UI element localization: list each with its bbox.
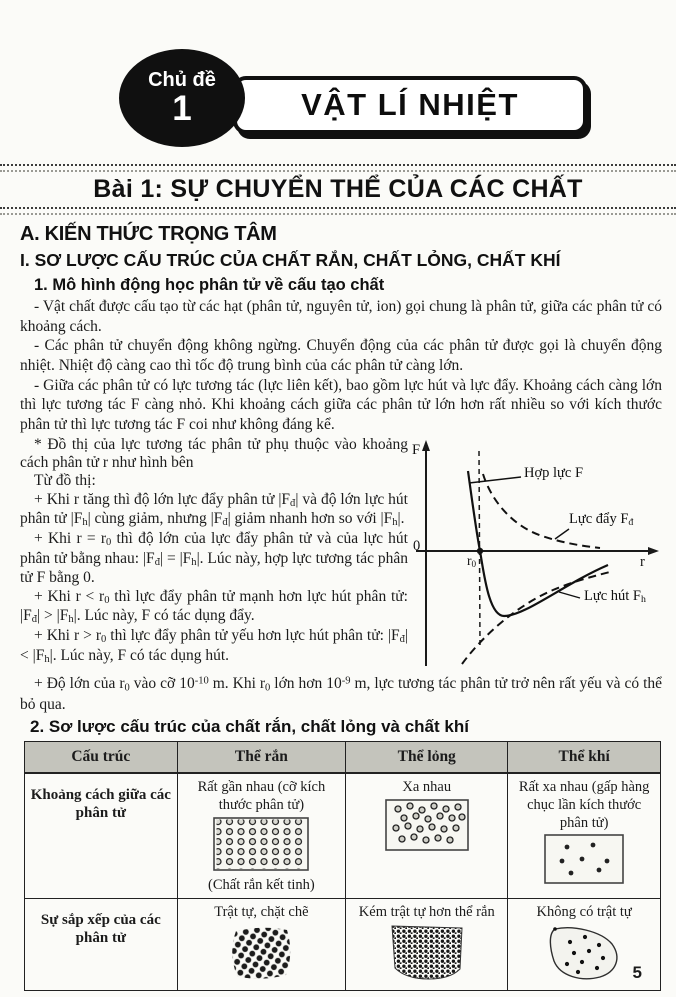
- y-axis-arrow-icon: [422, 440, 430, 451]
- cell-solid-arrangement-text: Trật tự, chặt chẽ: [214, 903, 309, 920]
- column-header-liquid: Thể lỏng: [346, 742, 508, 774]
- section-a-heading: A. KIẾN THỨC TRỌNG TÂM: [20, 223, 277, 245]
- table-header-row: [25, 742, 661, 774]
- cell-liquid-distance: [346, 773, 508, 898]
- solid-lattice-diagram: [181, 817, 343, 877]
- attractive-force-curve: [462, 572, 610, 664]
- column-header-solid: Thể rắn: [177, 742, 346, 774]
- paragraph-interaction-forces: - Giữa các phân tử có lực tương tác (lực liên kết), bao gồm lực hút và lực đẩy. Khoảng cách càng lớn thì lực tương tác F càng nhỏ. Khi khoảng cách giữa các phân tử lớn hơn rất nhiều so với kích thước phân tử thì lực tương tác F coi như không đáng kể.: [20, 376, 662, 434]
- lesson-title-block: [0, 164, 676, 215]
- cell-solid-distance-text: Rất gần nhau (cỡ kích thước phân tử): [197, 779, 326, 813]
- paragraph-molecules: - Vật chất được cấu tạo từ các hạt (phân tử, nguyên tử, ion) gọi chung là phân tử, giữa các phân tử có khoảng cách.: [20, 298, 662, 335]
- subsection-1-heading: 1. Mô hình động học phân tử về cấu tạo chất: [34, 276, 385, 294]
- paragraph-thermal-motion: - Các phân tử chuyển động không ngừng. Chuyển động của các phân tử được gọi là chuyển động nhiệt. Nhiệt độ càng cao thì tốc độ trung bình của các phân tử càng lớn.: [20, 337, 662, 375]
- cell-gas-distance: [508, 773, 661, 898]
- paragraph-graph-intro: * Đồ thị của lực tương tác phân tử phụ thuộc vào khoảng cách phân tử r như hình bên: [20, 435, 408, 471]
- y-axis-label: F: [412, 441, 421, 458]
- section-i-heading: I. SƠ LƯỢC CẤU TRÚC CỦA CHẤT RẮN, CHẤT LỎNG, CHẤT KHÍ: [20, 250, 561, 270]
- cell-gas-distance-text: Rất xa nhau (gấp hàng chục lần kích thước phân tử): [518, 779, 650, 831]
- r0-label: $r_0$: [467, 552, 477, 569]
- chapter-badge-number: 1: [172, 89, 192, 128]
- dotted-divider-bottom: [0, 207, 676, 215]
- net-force-leader-line: [469, 477, 521, 483]
- cell-solid-arrangement: [177, 898, 346, 990]
- x-axis-arrow-icon: [648, 547, 659, 555]
- structure-comparison-table: [24, 741, 661, 991]
- liquid-packing-diagram: [349, 924, 504, 988]
- column-header-gas: Thể khí: [508, 742, 661, 774]
- graph-text-row: [0, 436, 676, 674]
- row-label-distance: Khoảng cách giữa các phân tử: [25, 773, 178, 898]
- origin-label: 0: [413, 537, 421, 554]
- paragraph-case-r-less: + Khi $r < r_0$ thì lực đẩy phân tử mạnh hơn lực hút phân tử: $|F_đ| > |F_h|$. Lúc này, F có tác dụng đẩy.: [20, 587, 408, 626]
- liquid-molecules-diagram: [349, 799, 504, 857]
- net-force-curve-label: Hợp lực F: [524, 464, 584, 481]
- cell-gas-arrangement-text: Không có trật tự: [536, 903, 632, 920]
- table-row-distance: [25, 773, 661, 898]
- subsection-2-heading: 2. Sơ lược cấu trúc của chất rắn, chất lỏng và chất khí: [30, 717, 469, 737]
- solid-packing-diagram: [181, 924, 343, 988]
- paragraph-case-r-increase: + Khi r tăng thì độ lớn lực đẩy phân tử $|F_đ|$ và độ lớn lực hút phân tử $|F_h|$ cùng giảm, nhưng $|F_đ|$ giảm nhanh hơn so với $|F_h|$.: [20, 490, 408, 529]
- chapter-title: VẬT LÍ NHIỆT: [301, 87, 519, 122]
- solid-lattice-caption: (Chất rắn kết tinh): [208, 877, 315, 894]
- table-row-arrangement: [25, 898, 661, 990]
- repulsive-leader-line: [555, 529, 569, 539]
- force-distance-graph: [412, 438, 672, 674]
- x-axis-label: r: [640, 553, 645, 570]
- chapter-header: [0, 0, 676, 152]
- attractive-force-curve-label: Lực hút $F_h$: [584, 587, 646, 605]
- repulsive-force-curve-label: Lực đẩy $F_đ$: [569, 510, 634, 528]
- cell-liquid-arrangement-text: Kém trật tự hơn thể rắn: [358, 903, 495, 920]
- gas-molecules-diagram: [511, 834, 657, 890]
- paragraph-from-graph: Từ đồ thị:: [34, 472, 96, 490]
- lesson-title: Bài 1: SỰ CHUYỂN THỂ CỦA CÁC CHẤT: [93, 175, 583, 203]
- cell-solid-distance: [177, 773, 346, 898]
- row-label-arrangement: Sự sắp xếp của các phân tử: [25, 898, 178, 990]
- page-number: 5: [632, 963, 642, 982]
- dotted-divider-top: [0, 164, 676, 172]
- graph-text-column: [0, 436, 412, 667]
- chapter-title-bar: [233, 76, 587, 134]
- chapter-badge: [119, 49, 245, 147]
- paragraph-case-r-greater: + Khi $r > r_0$ thì lực đẩy phân tử yếu hơn lực hút phân tử: $|F_đ| < |F_h|$. Lúc này, F có tác dụng hút.: [20, 626, 408, 665]
- chapter-badge-label: Chủ đề: [148, 69, 216, 91]
- paragraph-case-r-equal: + Khi $r = r_0$ thì độ lớn của lực đẩy phân tử và của lực hút phân tử bằng nhau: $|F_đ| = |F_h|$. Lúc này, hợp lực tương tác phân tử F bằng 0.: [20, 529, 408, 587]
- attractive-leader-line: [559, 592, 580, 598]
- cell-liquid-distance-text: Xa nhau: [402, 779, 452, 796]
- cell-liquid-arrangement: [346, 898, 508, 990]
- paragraph-r0-magnitude: + Độ lớn của $r_0$ vào cỡ $10^{-10}$ m. Khi $r_0$ lớn hơn $10^{-9}$ m, lực tương tác phân tử trở nên rất yếu và có thể bỏ qua.: [20, 674, 663, 713]
- column-header-structure: Cấu trúc: [25, 742, 178, 774]
